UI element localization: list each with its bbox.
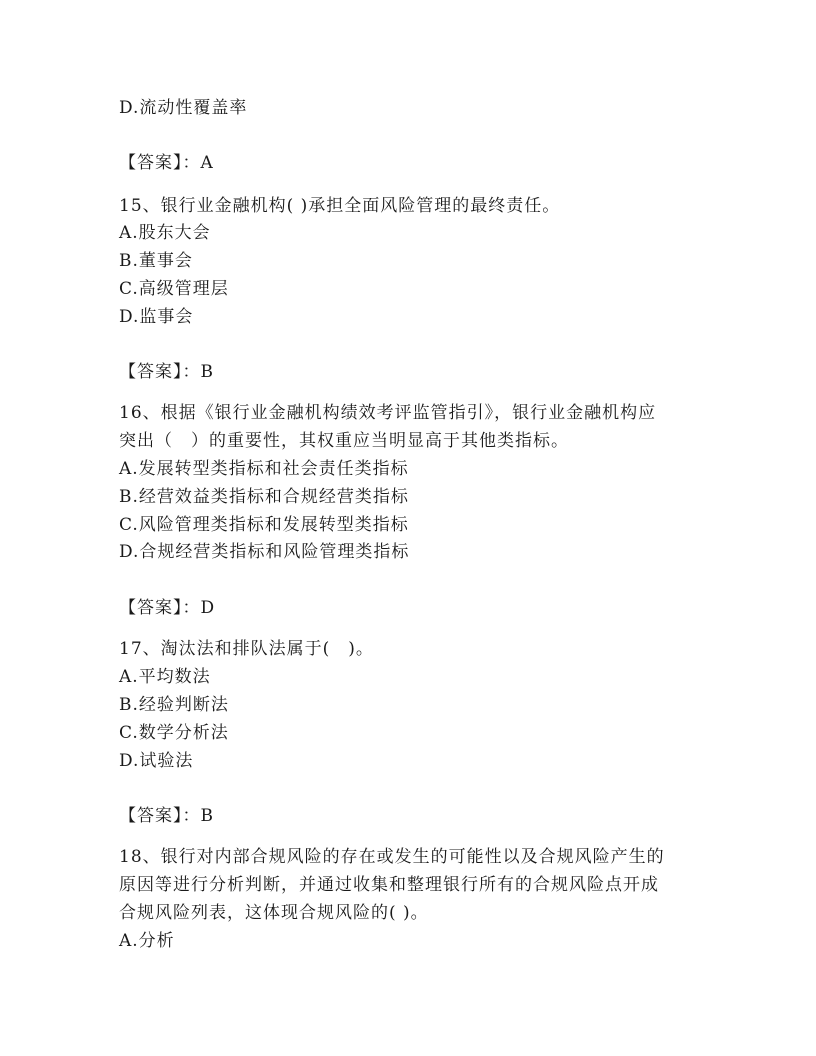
answer-line: 【答案】：A (119, 153, 214, 173)
option-line: D.流动性覆盖率 (119, 98, 248, 118)
option-line: A.分析 (119, 931, 175, 951)
option-line: B.经验判断法 (119, 695, 229, 715)
question-stem: 17、淘汰法和排队法属于( )。 (119, 639, 374, 659)
option-line: B.经营效益类指标和合规经营类指标 (119, 487, 409, 507)
question-stem: 原因等进行分析判断，并通过收集和整理银行所有的合规风险点开成 (119, 875, 659, 895)
question-stem: 突出（ ）的重要性，其权重应当明显高于其他类指标。 (119, 431, 569, 451)
question-stem: 15、银行业金融机构( )承担全面风险管理的最终责任。 (119, 196, 561, 216)
option-line: A.平均数法 (119, 667, 211, 687)
answer-line: 【答案】：D (119, 598, 216, 618)
option-line: A.发展转型类指标和社会责任类指标 (119, 459, 409, 479)
option-line: D.试验法 (119, 751, 194, 771)
option-line: C.数学分析法 (119, 723, 229, 743)
option-line: D.合规经营类指标和风险管理类指标 (119, 542, 410, 562)
answer-line: 【答案】：B (119, 806, 214, 826)
option-line: B.董事会 (119, 251, 193, 271)
option-line: A.股东大会 (119, 223, 211, 243)
question-stem: 16、根据《银行业金融机构绩效考评监管指引》，银行业金融机构应 (119, 403, 657, 423)
question-stem: 合规风险列表，这体现合规风险的( )。 (119, 903, 429, 923)
question-stem: 18、银行对内部合规风险的存在或发生的可能性以及合规风险产生的 (119, 847, 665, 867)
option-line: D.监事会 (119, 307, 194, 327)
option-line: C.风险管理类指标和发展转型类指标 (119, 515, 409, 535)
option-line: C.高级管理层 (119, 279, 229, 299)
answer-line: 【答案】：B (119, 362, 214, 382)
